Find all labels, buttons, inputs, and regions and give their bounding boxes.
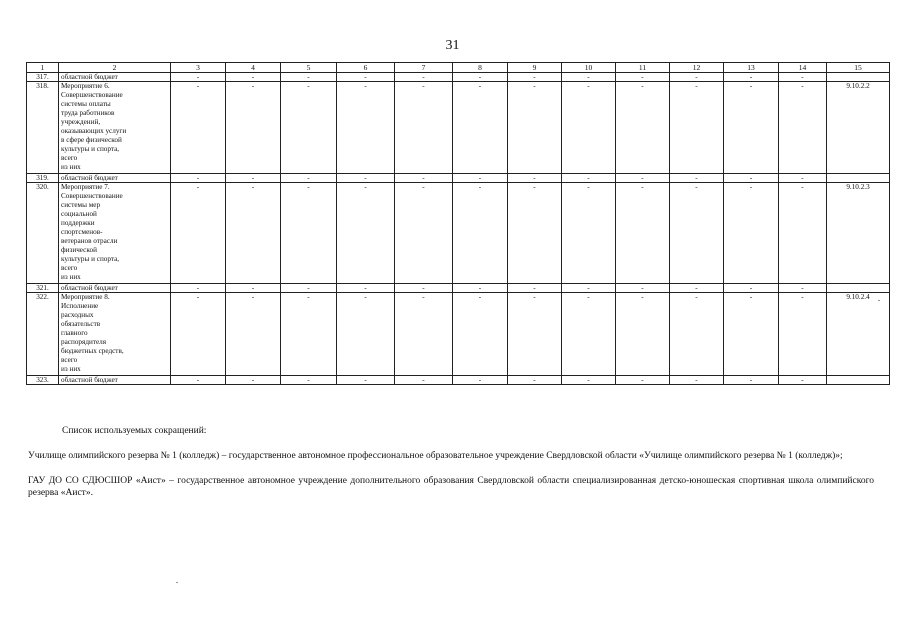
value-cell: -: [508, 174, 562, 183]
value-cell: -: [281, 183, 337, 284]
column-header: 12: [670, 63, 724, 73]
value-cell: -: [337, 284, 395, 293]
value-cell: -: [281, 174, 337, 183]
target-code-cell: [827, 284, 890, 293]
value-cell: -: [670, 284, 724, 293]
column-header: 7: [395, 63, 453, 73]
abbreviations-title: Список используемых сокращений:: [62, 426, 207, 436]
value-cell: -: [724, 376, 779, 385]
value-cell: -: [616, 376, 670, 385]
value-cell: -: [670, 174, 724, 183]
value-cell: -: [395, 174, 453, 183]
value-cell: -: [226, 82, 281, 174]
row-number: 321.: [27, 284, 59, 293]
value-cell: -: [562, 183, 616, 284]
value-cell: -: [281, 82, 337, 174]
value-cell: -: [281, 376, 337, 385]
row-number: 323.: [27, 376, 59, 385]
row-number: 317.: [27, 73, 59, 82]
value-cell: -: [226, 183, 281, 284]
target-code-cell: [827, 376, 890, 385]
value-cell: -: [453, 82, 508, 174]
value-cell: -: [562, 82, 616, 174]
abbreviation-item: ГАУ ДО СО СДЮСШОР «Аист» – государственное автономное учреждение дополнительного образования Свердловской области специализированная детско-юношеская спортивная школа олимпийского резерва «Аист».: [28, 476, 874, 498]
value-cell: -: [779, 293, 827, 376]
table-row: [27, 293, 890, 376]
value-cell: -: [171, 174, 226, 183]
target-code-cell: 9.10.2.2: [827, 82, 890, 174]
table-row: [27, 183, 890, 284]
column-header: 9: [508, 63, 562, 73]
value-cell: -: [670, 82, 724, 174]
abbreviation-item: Училище олимпийского резерва № 1 (колледж) – государственное автономное профессиональное образовательное учреждение Свердловской области «Училище олимпийского резерва № 1 (колледж)»;: [28, 451, 843, 461]
value-cell: -: [562, 174, 616, 183]
value-cell: -: [616, 174, 670, 183]
column-header: 15: [827, 63, 890, 73]
table-row: [27, 174, 890, 183]
value-cell: -: [171, 293, 226, 376]
value-cell: -: [670, 293, 724, 376]
value-cell: -: [562, 376, 616, 385]
scan-speck: [176, 582, 178, 583]
value-cell: -: [337, 82, 395, 174]
value-cell: -: [281, 293, 337, 376]
value-cell: -: [508, 183, 562, 284]
value-cell: -: [395, 82, 453, 174]
value-cell: -: [779, 73, 827, 82]
value-cell: -: [724, 82, 779, 174]
table-row: [27, 376, 890, 385]
value-cell: -: [395, 284, 453, 293]
column-header: 6: [337, 63, 395, 73]
value-cell: -: [453, 293, 508, 376]
value-cell: -: [337, 174, 395, 183]
value-cell: -: [779, 183, 827, 284]
value-cell: -: [616, 293, 670, 376]
value-cell: -: [453, 174, 508, 183]
value-cell: -: [779, 376, 827, 385]
row-description: областной бюджет: [59, 174, 171, 183]
value-cell: -: [171, 73, 226, 82]
row-number: 320.: [27, 183, 59, 284]
row-description: областной бюджет: [59, 376, 171, 385]
value-cell: -: [226, 284, 281, 293]
value-cell: -: [337, 293, 395, 376]
row-description: Мероприятие 7. Совершенствование системы мер социальной поддержки спортсменов- ветеранов отрасли физической культуры и спорта, всего из них: [59, 183, 171, 284]
value-cell: -: [171, 183, 226, 284]
value-cell: -: [616, 82, 670, 174]
value-cell: -: [508, 293, 562, 376]
budget-table: [26, 62, 890, 385]
value-cell: -: [724, 73, 779, 82]
row-description: областной бюджет: [59, 284, 171, 293]
row-description: областной бюджет: [59, 73, 171, 82]
value-cell: -: [724, 293, 779, 376]
value-cell: -: [395, 73, 453, 82]
value-cell: -: [171, 82, 226, 174]
value-cell: -: [616, 183, 670, 284]
value-cell: -: [226, 174, 281, 183]
value-cell: -: [337, 73, 395, 82]
row-description: Мероприятие 6. Совершенствование системы оплаты труда работников учреждений, оказывающих услуги в сфере физической культуры и спорта, всего из них: [59, 82, 171, 174]
value-cell: -: [616, 284, 670, 293]
column-header: 10: [562, 63, 616, 73]
value-cell: -: [562, 293, 616, 376]
column-header: 4: [226, 63, 281, 73]
page-number: 31: [445, 38, 460, 53]
value-cell: -: [395, 183, 453, 284]
column-header: 13: [724, 63, 779, 73]
value-cell: -: [724, 183, 779, 284]
value-cell: -: [562, 73, 616, 82]
value-cell: -: [508, 284, 562, 293]
scan-speck: [878, 300, 880, 301]
value-cell: -: [779, 82, 827, 174]
value-cell: -: [779, 284, 827, 293]
value-cell: -: [226, 293, 281, 376]
table-header-row: [27, 63, 890, 73]
value-cell: -: [670, 376, 724, 385]
table-body: [27, 73, 890, 385]
table-row: [27, 82, 890, 174]
value-cell: -: [453, 376, 508, 385]
value-cell: -: [171, 376, 226, 385]
value-cell: -: [616, 73, 670, 82]
column-header: 8: [453, 63, 508, 73]
value-cell: -: [453, 284, 508, 293]
value-cell: -: [453, 73, 508, 82]
value-cell: -: [281, 73, 337, 82]
value-cell: -: [226, 376, 281, 385]
table-row: [27, 284, 890, 293]
row-description: Мероприятие 8. Исполнение расходных обязательств главного распорядителя бюджетных средств, всего из них: [59, 293, 171, 376]
value-cell: -: [281, 284, 337, 293]
column-header: 3: [171, 63, 226, 73]
value-cell: -: [724, 284, 779, 293]
target-code-cell: 9.10.2.4: [827, 293, 890, 376]
value-cell: -: [171, 284, 226, 293]
value-cell: -: [395, 376, 453, 385]
value-cell: -: [453, 183, 508, 284]
target-code-cell: [827, 174, 890, 183]
row-number: 319.: [27, 174, 59, 183]
row-number: 318.: [27, 82, 59, 174]
column-header: 11: [616, 63, 670, 73]
target-code-cell: [827, 73, 890, 82]
column-header: 14: [779, 63, 827, 73]
value-cell: -: [508, 73, 562, 82]
value-cell: -: [508, 376, 562, 385]
column-header: 2: [59, 63, 171, 73]
value-cell: -: [226, 73, 281, 82]
value-cell: -: [395, 293, 453, 376]
row-number: 322.: [27, 293, 59, 376]
value-cell: -: [562, 284, 616, 293]
target-code-cell: 9.10.2.3: [827, 183, 890, 284]
value-cell: -: [670, 73, 724, 82]
value-cell: -: [337, 183, 395, 284]
table-row: [27, 73, 890, 82]
column-header: 1: [27, 63, 59, 73]
value-cell: -: [337, 376, 395, 385]
value-cell: -: [724, 174, 779, 183]
value-cell: -: [670, 183, 724, 284]
value-cell: -: [779, 174, 827, 183]
column-header: 5: [281, 63, 337, 73]
value-cell: -: [508, 82, 562, 174]
